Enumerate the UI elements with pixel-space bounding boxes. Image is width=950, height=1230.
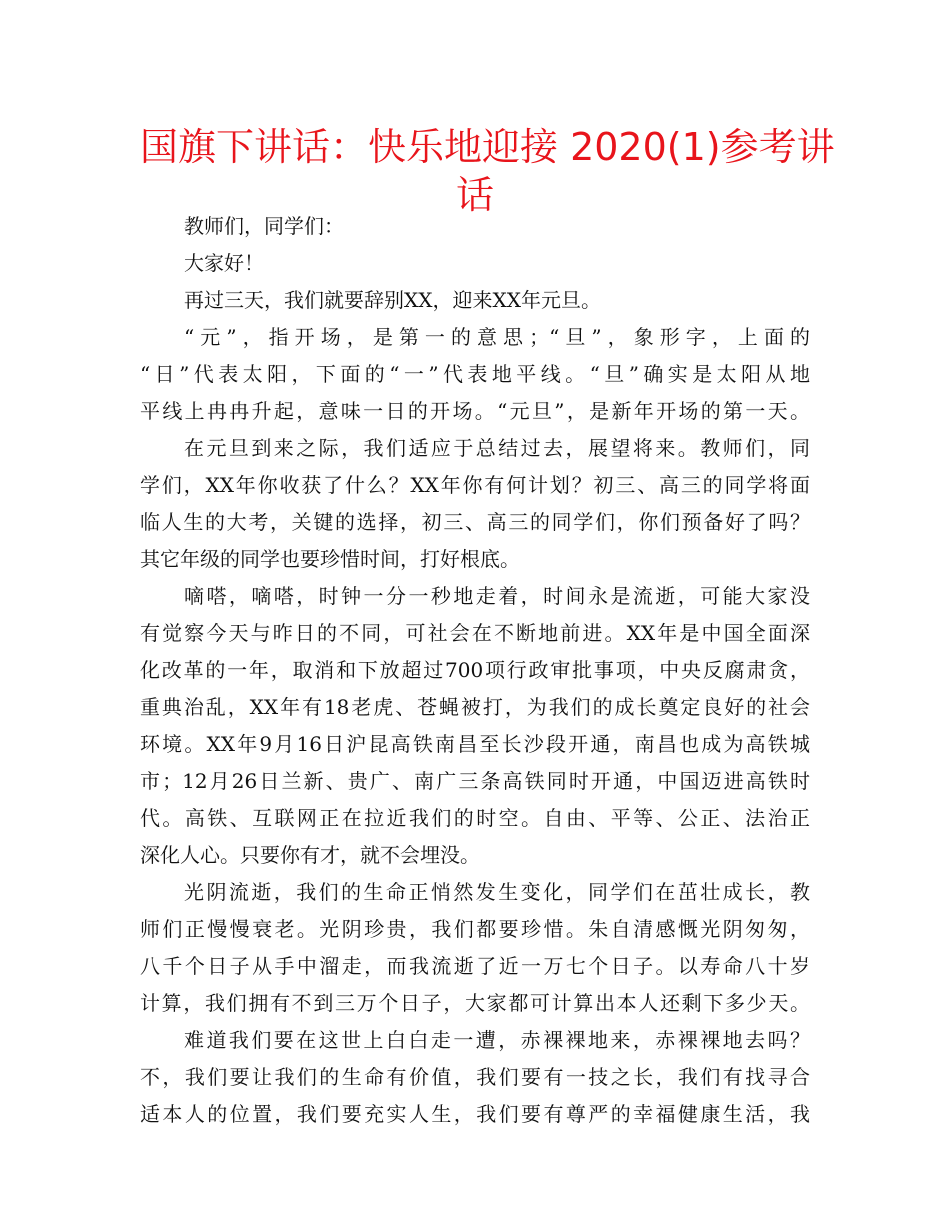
paragraph-line: 师们正慢慢衰老。光阴珍贵，我们都要珍惜。朱自清感慨光阴匆匆， bbox=[140, 917, 810, 941]
paragraph-line: “日”代表太阳，下面的“一”代表地平线。“旦”确实是太阳从地 bbox=[140, 362, 810, 386]
document-title-line-2: 话 bbox=[455, 173, 494, 217]
paragraph-line: 在元旦到来之际，我们适应于总结过去，展望将来。教师们，同 bbox=[184, 436, 810, 460]
paragraph-line: 重典治乱，XX年有18老虎、苍蝇被打，为我们的成长奠定良好的社会 bbox=[140, 695, 810, 719]
paragraph-line: 光阴流逝，我们的生命正悄然发生变化，同学们在茁壮成长，教 bbox=[184, 880, 810, 904]
paragraph-line: 化改革的一年，取消和下放超过700项行政审批事项，中央反腐肃贪， bbox=[140, 658, 810, 682]
paragraph-line: 平线上冉冉升起，意味一日的开场。“元旦”，是新年开场的第一天。 bbox=[140, 399, 810, 423]
paragraph-line: 市；12月26日兰新、贵广、南广三条高铁同时开通，中国迈进高铁时 bbox=[140, 769, 810, 793]
paragraph-line: 其它年级的同学也要珍惜时间，打好根底。 bbox=[140, 547, 520, 571]
paragraph-line: 八千个日子从手中溜走，而我流逝了近一万七个日子。以寿命八十岁 bbox=[140, 954, 810, 978]
salutation-line: 教师们，同学们： bbox=[184, 214, 344, 238]
paragraph-line: 临人生的大考，关键的选择，初三、高三的同学们，你们预备好了吗？ bbox=[140, 510, 810, 534]
paragraph-line: “元”，指开场，是第一的意思；“旦”，象形字，上面的 bbox=[184, 325, 810, 349]
paragraph-line: 难道我们要在这世上白白走一遭，赤裸裸地来，赤裸裸地去吗？ bbox=[184, 1028, 810, 1052]
paragraph-line: 代。高铁、互联网正在拉近我们的时空。自由、平等、公正、法治正 bbox=[140, 806, 810, 830]
greeting-line: 大家好！ bbox=[184, 251, 264, 275]
paragraph-line: 深化人心。只要你有才，就不会埋没。 bbox=[140, 843, 480, 867]
paragraph-line: 再过三天，我们就要辞别XX，迎来XX年元旦。 bbox=[184, 288, 601, 312]
paragraph-line: 适本人的位置，我们要充实人生，我们要有尊严的幸福健康生活，我 bbox=[140, 1102, 810, 1126]
paragraph-line: 嘀嗒，嘀嗒，时钟一分一秒地走着，时间永是流逝，可能大家没 bbox=[184, 584, 810, 608]
paragraph-line: 不，我们要让我们的生命有价值，我们要有一技之长，我们有找寻合 bbox=[140, 1065, 810, 1089]
paragraph-line: 有觉察今天与昨日的不同，可社会在不断地前进。XX年是中国全面深 bbox=[140, 621, 810, 645]
paragraph-line: 计算，我们拥有不到三万个日子，大家都可计算出本人还剩下多少天。 bbox=[140, 991, 810, 1015]
document-title-line-1: 国旗下讲话：快乐地迎接 2020(1)参考讲 bbox=[140, 125, 835, 169]
paragraph-line: 环境。XX年9月16日沪昆高铁南昌至长沙段开通，南昌也成为高铁城 bbox=[140, 732, 810, 756]
paragraph-line: 学们，XX年你收获了什么？XX年你有何计划？初三、高三的同学将面 bbox=[140, 473, 810, 497]
